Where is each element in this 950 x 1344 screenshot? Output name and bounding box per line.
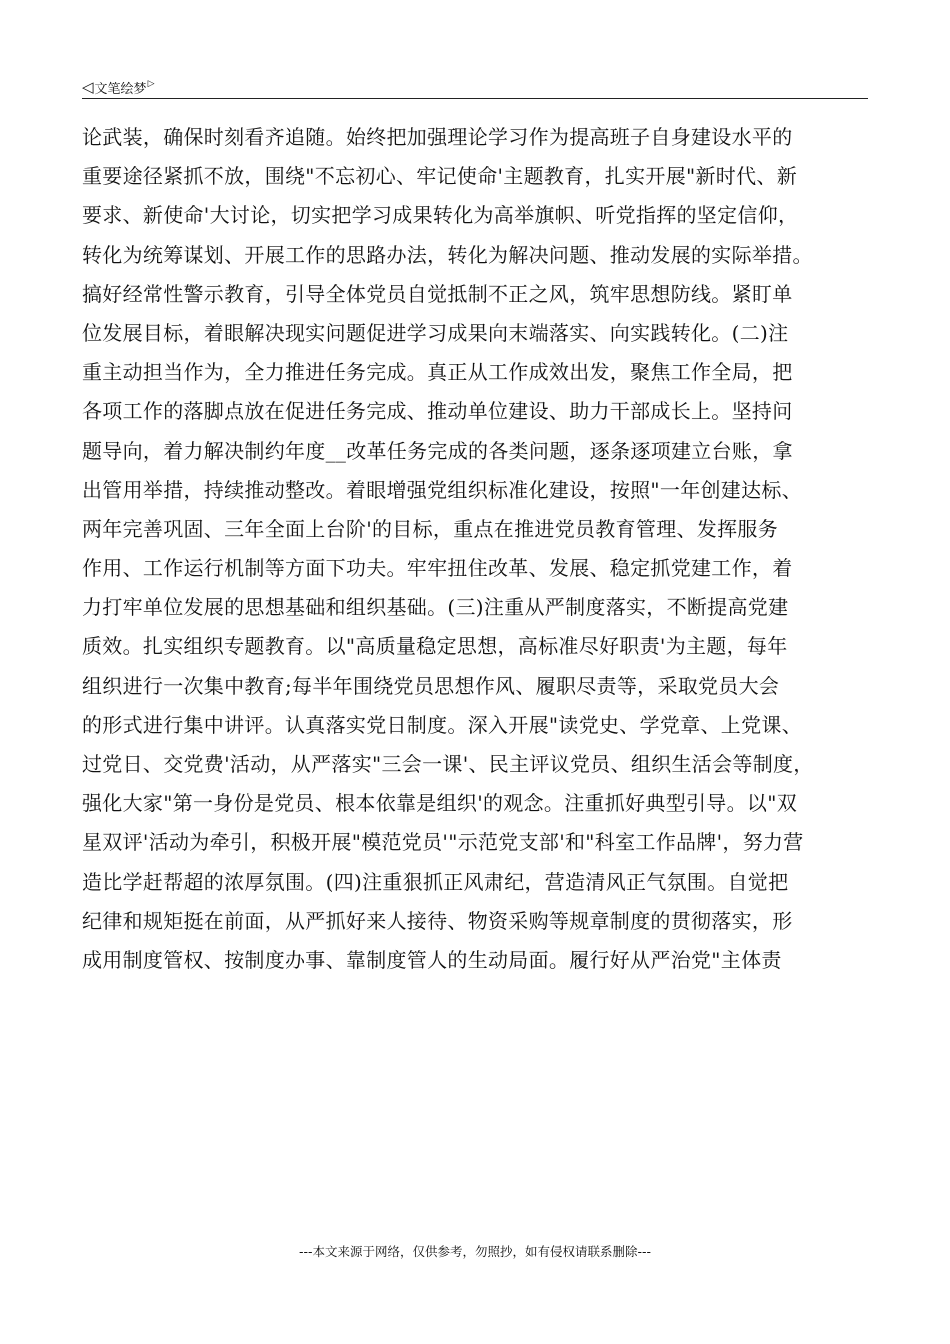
text-line: 重主动担当作为，全力推进任务完成。真正从工作成效出发，聚焦工作全局，把	[82, 360, 793, 385]
text-line: 题导向，着力解决制约年度__改革任务完成的各类问题，逐条逐项建立台账，拿	[82, 438, 793, 463]
left-triangle-icon: ◁	[82, 78, 94, 96]
text-line: 搞好经常性警示教育，引导全体党员自觉抵制不正之风，筑牢思想防线。紧盯单	[82, 281, 793, 306]
document-body	[82, 118, 868, 980]
text-line: 作用、工作运行机制等方面下功夫。牢牢扭住改革、发展、稳定抓党建工作，着	[82, 556, 793, 581]
header-logo	[82, 78, 154, 97]
text-line: 各项工作的落脚点放在促进任务完成、推动单位建设、助力干部成长上。坚持问	[82, 399, 793, 424]
text-line: 的形式进行集中讲评。认真落实党日制度。深入开展"读党史、学党章、上党课、	[82, 712, 802, 737]
header-logo-text: 文笔绘梦	[94, 82, 147, 97]
text-line: 成用制度管权、按制度办事、靠制度管人的生动局面。履行好从严治党"主体责	[82, 947, 782, 972]
text-line: 要求、新使命'大讨论，切实把学习成果转化为高举旗帜、听党指挥的坚定信仰，	[82, 203, 799, 228]
text-line: 质效。扎实组织专题教育。以"高质量稳定思想，高标准尽好职责'为主题，每年	[82, 634, 788, 659]
text-line: 论武装，确保时刻看齐追随。始终把加强理论学习作为提高班子自身建设水平的	[82, 125, 793, 149]
text-line: 纪律和规矩挺在前面，从严抓好来人接待、物资采购等规章制度的贯彻落实，形	[82, 908, 793, 933]
text-line: 过党日、交党费'活动，从严落实"三会一课'、民主评议党员、组织生活会等制度，	[82, 752, 814, 776]
text-line: 星双评'活动为牵引，积极开展"模范党员'"示范党支部'和"科室工作品牌'，努力营	[82, 830, 804, 855]
text-line: 造比学赶帮超的浓厚氛围。(四)注重狠抓正风肃纪，营造清风正气氛围。自觉把	[82, 869, 789, 894]
page-footer: ---本文来源于网络，仅供参考，勿照抄，如有侵权请联系删除---	[298, 1244, 652, 1259]
page-header	[82, 76, 868, 99]
right-triangle-icon: ▷	[147, 79, 155, 89]
text-line: 力打牢单位发展的思想基础和组织基础。(三)注重从严制度落实，不断提高党建	[82, 595, 789, 620]
text-line: 位发展目标，着眼解决现实问题促进学习成果向末端落实、向实践转化。(二)注	[82, 320, 789, 345]
text-line: 组织进行一次集中教育;每半年围绕党员思想作风、履职尽责等，采取党员大会	[82, 673, 780, 698]
text-line: 转化为统筹谋划、开展工作的思路办法，转化为解决问题、推动发展的实际举措。	[82, 242, 813, 267]
text-line: 重要途径紧抓不放，围绕"不忘初心、牢记使命'主题教育，扎实开展"新时代、新	[82, 164, 797, 189]
text-line: 出管用举措，持续推动整改。着眼增强党组织标准化建设，按照"一年创建达标、	[82, 477, 802, 502]
text-line: 强化大家"第一身份是党员、根本依靠是组织'的观念。注重抓好典型引导。以"双	[82, 791, 797, 816]
text-line: 两年完善巩固、三年全面上台阶'的目标，重点在推进党员教育管理、发挥服务	[82, 516, 778, 541]
